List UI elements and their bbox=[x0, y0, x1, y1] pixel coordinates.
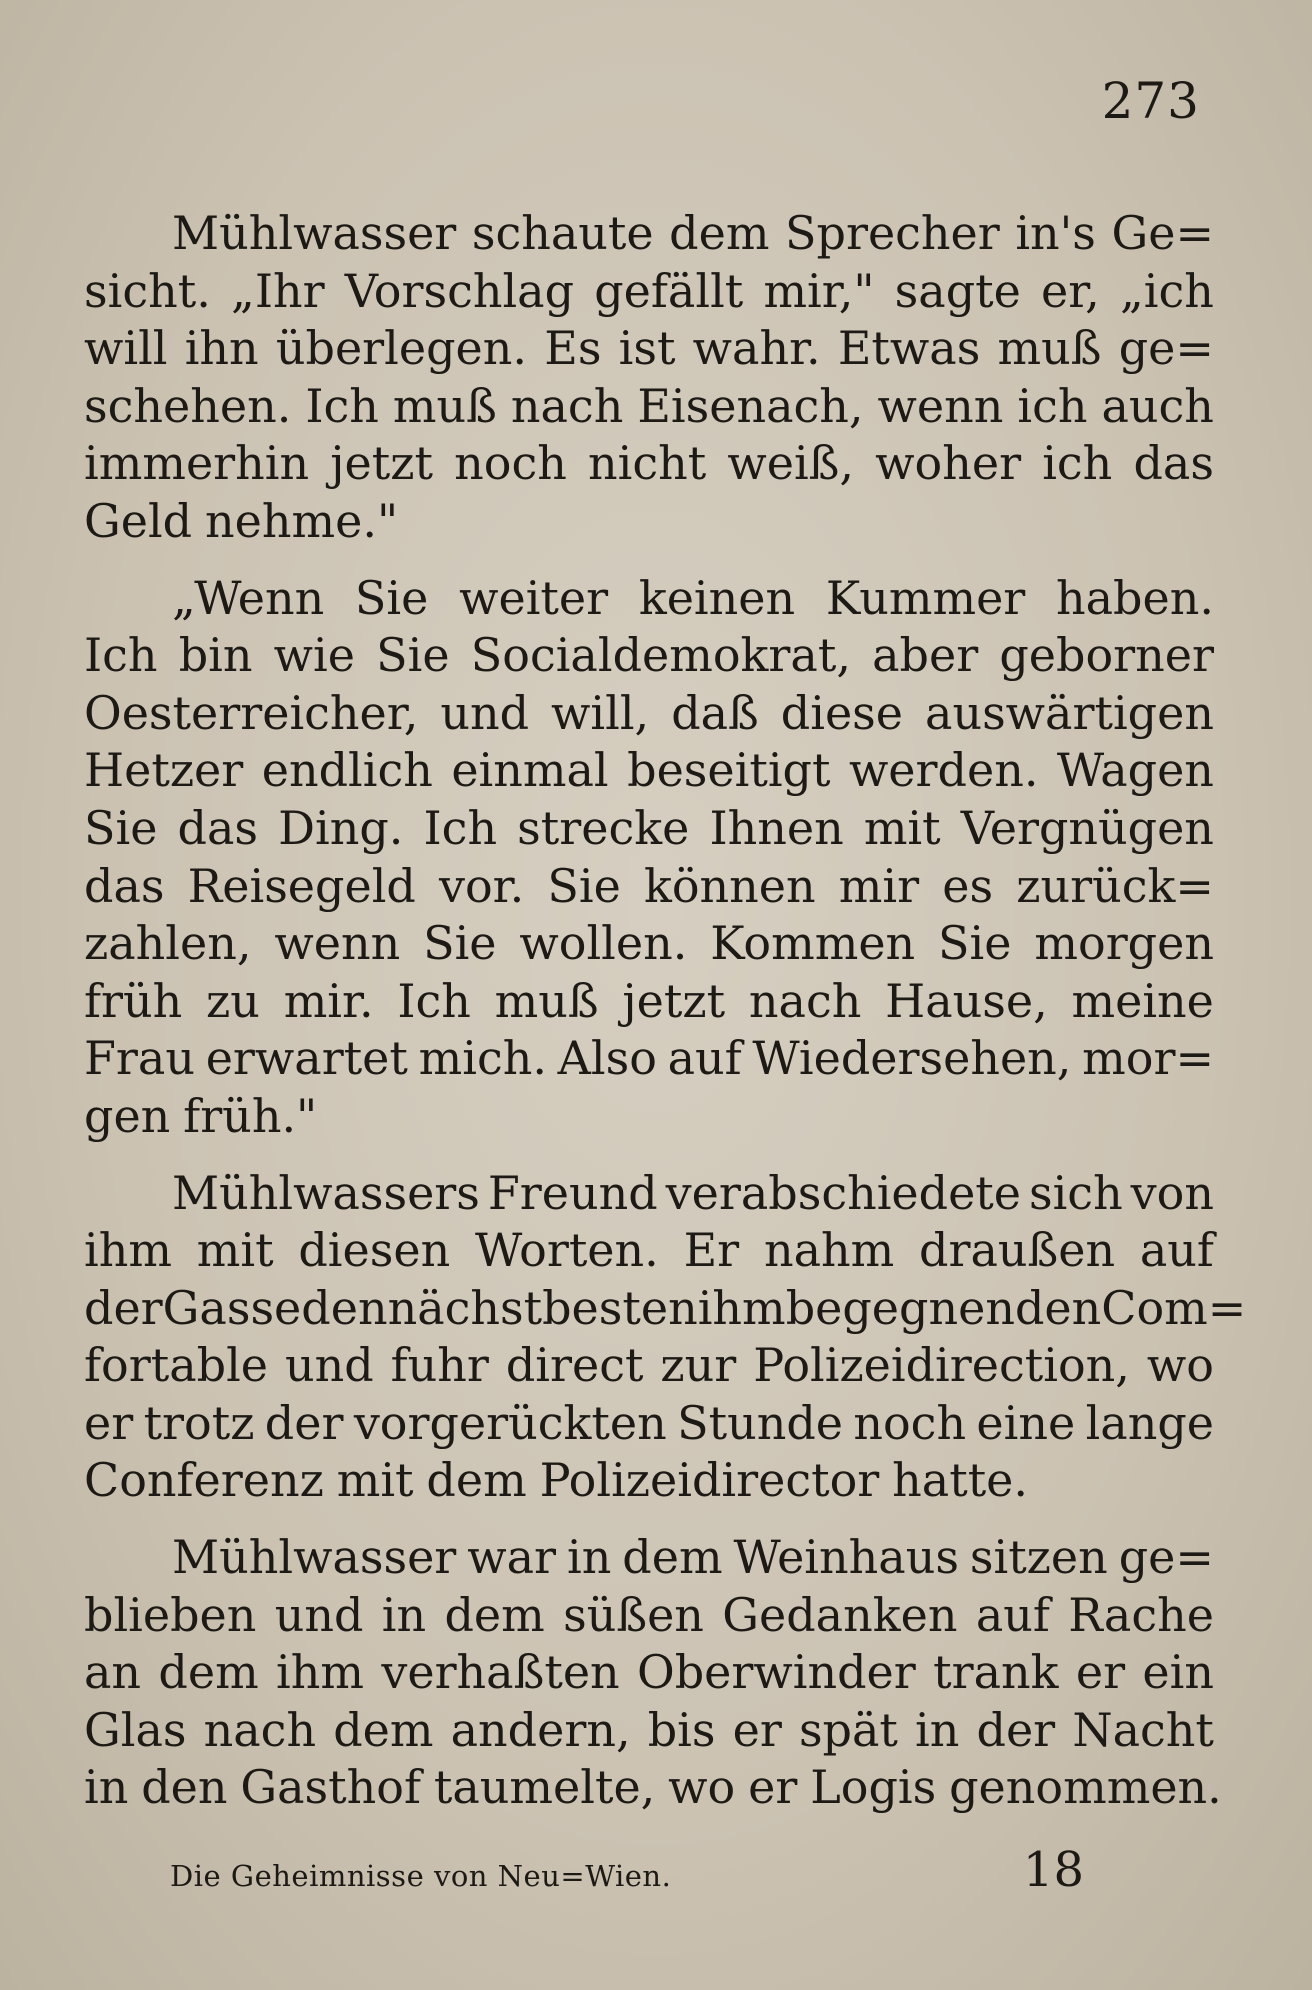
word: Frau bbox=[84, 1031, 195, 1086]
word: sicht. bbox=[84, 263, 211, 318]
word: der bbox=[84, 1280, 163, 1335]
footer-book-title: Die Geheimnisse von Neu=Wien. bbox=[170, 1859, 672, 1893]
word: „Ihr bbox=[231, 263, 325, 318]
word: dem bbox=[426, 1453, 527, 1508]
word: wenn bbox=[877, 378, 1004, 433]
word: ihm bbox=[697, 1280, 786, 1335]
text-line bbox=[84, 685, 1214, 743]
word: bis bbox=[647, 1702, 716, 1757]
word: mit bbox=[336, 1453, 414, 1508]
word: Sie bbox=[354, 570, 429, 625]
word: Freund bbox=[487, 1165, 658, 1220]
text-line bbox=[84, 378, 1214, 436]
word: Sie bbox=[84, 800, 158, 855]
word: Sie bbox=[423, 916, 497, 971]
word: „ich bbox=[1119, 263, 1214, 318]
word: war bbox=[467, 1530, 557, 1585]
word: noch bbox=[454, 436, 567, 491]
word: Es bbox=[544, 321, 602, 376]
word: meine bbox=[1071, 973, 1214, 1028]
word: Sprecher bbox=[785, 206, 1000, 260]
word: Geld bbox=[84, 493, 193, 548]
word: zahlen, bbox=[84, 916, 252, 971]
word: sagte bbox=[894, 263, 1021, 318]
word: gefällt bbox=[594, 263, 744, 318]
paragraph bbox=[84, 1165, 1247, 1511]
word: nach bbox=[748, 973, 862, 1028]
word: dem bbox=[444, 1587, 545, 1642]
word: jetzt bbox=[330, 436, 433, 491]
signature-mark: 18 bbox=[1022, 1842, 1084, 1898]
word: verhaßten bbox=[381, 1645, 620, 1700]
word: den bbox=[141, 1760, 228, 1815]
word: in bbox=[84, 1760, 129, 1815]
word: Ge= bbox=[1111, 206, 1214, 260]
word: morgen bbox=[1034, 916, 1214, 971]
word: der bbox=[264, 1395, 344, 1450]
word: auf bbox=[1139, 1223, 1214, 1278]
word: an bbox=[84, 1645, 142, 1700]
word: Ding. bbox=[278, 800, 404, 855]
page-footer bbox=[170, 1842, 1084, 1898]
word: und bbox=[284, 1338, 374, 1393]
word: und bbox=[274, 1587, 364, 1642]
word: mit bbox=[863, 800, 941, 855]
text-line bbox=[84, 1395, 1214, 1453]
word: nach bbox=[203, 1702, 317, 1757]
word: Ich bbox=[423, 800, 498, 855]
word: das bbox=[84, 858, 165, 913]
word: es bbox=[942, 858, 994, 913]
word: woher bbox=[875, 436, 1022, 491]
word: Mühlwassers bbox=[172, 1165, 480, 1220]
text-line bbox=[84, 1759, 1222, 1817]
word: Socialdemokrat, bbox=[470, 628, 851, 683]
word: schaute bbox=[471, 206, 654, 260]
text-line bbox=[84, 800, 1214, 858]
word: vor. bbox=[439, 858, 525, 913]
word: Oesterreicher, bbox=[84, 685, 419, 740]
word: ist bbox=[618, 321, 676, 376]
word: blieben bbox=[84, 1587, 257, 1642]
word: mir," bbox=[763, 263, 875, 318]
word: in bbox=[915, 1702, 960, 1757]
word: nächstbesten bbox=[387, 1280, 698, 1335]
word: dem bbox=[158, 1645, 259, 1700]
word: nach bbox=[510, 378, 624, 433]
paragraph bbox=[84, 570, 1214, 1146]
word: Also bbox=[557, 1031, 657, 1086]
word: ge= bbox=[1118, 1530, 1214, 1585]
word: „Wenn bbox=[172, 570, 325, 625]
word: bin bbox=[178, 628, 253, 683]
word: Etwas bbox=[837, 321, 981, 376]
word: Eisenach, bbox=[637, 378, 864, 433]
word: Er bbox=[683, 1223, 740, 1278]
word: andern, bbox=[450, 1702, 631, 1757]
text-line bbox=[84, 1644, 1214, 1702]
word: in's bbox=[1015, 206, 1096, 260]
word: immerhin bbox=[84, 436, 310, 491]
text-line bbox=[84, 1452, 1214, 1510]
word: nahm bbox=[763, 1223, 895, 1278]
word: wo bbox=[668, 1760, 736, 1815]
text-line bbox=[84, 205, 1214, 263]
word: Mühlwasser bbox=[172, 1530, 457, 1585]
body-text bbox=[84, 205, 1247, 1836]
paragraph bbox=[84, 205, 1214, 551]
word: mir. bbox=[283, 973, 374, 1028]
text-line bbox=[84, 1088, 1214, 1146]
word: strecke bbox=[517, 800, 690, 855]
word: fuhr bbox=[390, 1338, 489, 1393]
word: das bbox=[1133, 436, 1214, 491]
word: spät bbox=[798, 1702, 898, 1757]
word: früh." bbox=[183, 1088, 318, 1143]
word: Ich bbox=[84, 628, 158, 683]
word: ihm bbox=[84, 1223, 172, 1278]
word: wahr. bbox=[692, 321, 821, 376]
word: Ihnen bbox=[709, 800, 844, 855]
text-line bbox=[84, 320, 1214, 378]
word: diese bbox=[780, 685, 904, 740]
word: Conferenz bbox=[84, 1453, 324, 1508]
word: Nacht bbox=[1072, 1702, 1214, 1757]
word: auswärtigen bbox=[925, 685, 1214, 740]
word: Reisegeld bbox=[187, 858, 416, 913]
word: keinen bbox=[638, 570, 796, 625]
word: Wiedersehen, bbox=[752, 1031, 1072, 1086]
word: trotz bbox=[143, 1395, 255, 1450]
text-line bbox=[84, 435, 1214, 493]
word: Vergnügen bbox=[960, 800, 1214, 855]
text-line bbox=[84, 1165, 1214, 1223]
word: wo bbox=[1146, 1338, 1214, 1393]
word: trank bbox=[933, 1645, 1059, 1700]
word: Hause, bbox=[885, 973, 1048, 1028]
word: dem bbox=[669, 206, 770, 260]
word: draußen bbox=[919, 1223, 1116, 1278]
word: in bbox=[381, 1587, 427, 1642]
word: das bbox=[177, 800, 259, 855]
word: dem bbox=[622, 1530, 723, 1585]
word: gen bbox=[84, 1088, 171, 1143]
word: nicht bbox=[587, 436, 707, 491]
text-line bbox=[84, 1702, 1214, 1760]
text-line bbox=[84, 858, 1214, 916]
word: wollen. bbox=[519, 916, 688, 971]
text-line bbox=[84, 973, 1214, 1031]
word: Sie bbox=[376, 628, 450, 683]
word: zur bbox=[660, 1338, 737, 1393]
word: ihm bbox=[276, 1645, 365, 1700]
word: mich. bbox=[418, 1031, 547, 1086]
word: muß bbox=[494, 973, 599, 1028]
word: können bbox=[643, 858, 816, 913]
word: auch bbox=[1101, 378, 1214, 433]
word: Mühlwasser bbox=[172, 206, 457, 260]
word: Wagen bbox=[1056, 743, 1214, 798]
word: Worten. bbox=[474, 1223, 659, 1278]
word: Oberwinder bbox=[637, 1645, 916, 1700]
word: Rache bbox=[1068, 1587, 1214, 1642]
text-line bbox=[84, 493, 1214, 551]
text-line bbox=[84, 915, 1214, 973]
page-number: 273 bbox=[1101, 72, 1200, 130]
word: er, bbox=[1041, 263, 1100, 318]
word: ihn bbox=[184, 321, 259, 376]
word: beseitigt bbox=[627, 743, 831, 798]
word: einmal bbox=[451, 743, 609, 798]
word: Sie bbox=[938, 916, 1012, 971]
word: werden. bbox=[848, 743, 1039, 798]
word: nehme." bbox=[205, 493, 399, 548]
word: eine bbox=[976, 1395, 1076, 1450]
word: jetzt bbox=[622, 973, 726, 1028]
word: lange bbox=[1085, 1395, 1214, 1450]
word: Kommen bbox=[710, 916, 916, 971]
word: direct bbox=[505, 1338, 644, 1393]
word: Vorschlag bbox=[344, 263, 575, 318]
text-line bbox=[84, 1030, 1214, 1088]
word: diesen bbox=[298, 1223, 451, 1278]
word: den bbox=[301, 1280, 388, 1335]
word: will bbox=[84, 321, 168, 376]
word: weiter bbox=[459, 570, 609, 625]
word: muß bbox=[392, 378, 497, 433]
word: auf bbox=[975, 1587, 1050, 1642]
word: Hetzer bbox=[84, 743, 244, 798]
word: ein bbox=[1142, 1645, 1214, 1700]
word: vorgerückten bbox=[353, 1395, 667, 1450]
text-line bbox=[84, 627, 1214, 685]
word: süßen bbox=[563, 1587, 704, 1642]
word: er bbox=[748, 1760, 798, 1815]
word: fortable bbox=[84, 1338, 268, 1393]
word: der bbox=[976, 1702, 1056, 1757]
word: noch bbox=[853, 1395, 967, 1450]
word: Weinhaus bbox=[733, 1530, 959, 1585]
word: daß bbox=[671, 685, 759, 740]
word: endlich bbox=[261, 743, 433, 798]
text-line bbox=[84, 742, 1214, 800]
word: auf bbox=[667, 1031, 742, 1086]
word: dem bbox=[333, 1702, 434, 1757]
word: er bbox=[732, 1702, 782, 1757]
word: mor= bbox=[1082, 1031, 1214, 1086]
word: ge= bbox=[1118, 321, 1214, 376]
text-line bbox=[84, 263, 1214, 321]
word: genommen. bbox=[949, 1760, 1222, 1815]
word: aber bbox=[872, 628, 979, 683]
word: von bbox=[1130, 1165, 1214, 1220]
paragraph bbox=[84, 1529, 1222, 1817]
text-line bbox=[84, 1529, 1214, 1587]
word: Sie bbox=[547, 858, 621, 913]
word: früh bbox=[84, 973, 183, 1028]
word: geborner bbox=[999, 628, 1214, 683]
word: ich bbox=[1042, 436, 1113, 491]
word: wenn bbox=[274, 916, 401, 971]
text-line bbox=[84, 1280, 1247, 1338]
word: schehen. bbox=[84, 378, 292, 433]
word: Com= bbox=[1101, 1280, 1247, 1335]
word: überlegen. bbox=[275, 321, 528, 376]
text-line bbox=[84, 1337, 1214, 1395]
word: in bbox=[567, 1530, 612, 1585]
text-line bbox=[84, 570, 1214, 628]
word: erwartet bbox=[205, 1031, 408, 1086]
word: Logis bbox=[810, 1760, 937, 1815]
word: Polizeidirection, bbox=[753, 1338, 1130, 1393]
word: mir bbox=[838, 858, 920, 913]
word: Glas bbox=[84, 1702, 187, 1757]
word: wie bbox=[273, 628, 355, 683]
word: Ich bbox=[305, 378, 379, 433]
word: Gasthof bbox=[240, 1760, 421, 1815]
word: Gasse bbox=[162, 1280, 302, 1335]
text-line bbox=[84, 1222, 1214, 1280]
word: Polizeidirector bbox=[539, 1453, 880, 1508]
word: Gedanken bbox=[722, 1587, 958, 1642]
text-line bbox=[84, 1587, 1214, 1645]
word: muß bbox=[997, 321, 1102, 376]
word: zurück= bbox=[1016, 858, 1214, 913]
word: ich bbox=[1017, 378, 1088, 433]
word: taumelte, bbox=[433, 1760, 656, 1815]
word: begegnenden bbox=[785, 1280, 1102, 1335]
word: zu bbox=[206, 973, 260, 1028]
word: Ich bbox=[397, 973, 471, 1028]
word: haben. bbox=[1056, 570, 1214, 625]
word: sitzen bbox=[969, 1530, 1108, 1585]
word: mit bbox=[196, 1223, 274, 1278]
word: will, bbox=[551, 685, 650, 740]
word: Kummer bbox=[825, 570, 1026, 625]
word: er bbox=[84, 1395, 134, 1450]
word: und bbox=[440, 685, 530, 740]
word: hatte. bbox=[892, 1453, 1029, 1508]
word: weiß, bbox=[727, 436, 855, 491]
word: er bbox=[1075, 1645, 1126, 1700]
word: sich bbox=[1028, 1165, 1123, 1220]
word: verabschiedete bbox=[665, 1165, 1022, 1220]
word: Stunde bbox=[677, 1395, 844, 1450]
